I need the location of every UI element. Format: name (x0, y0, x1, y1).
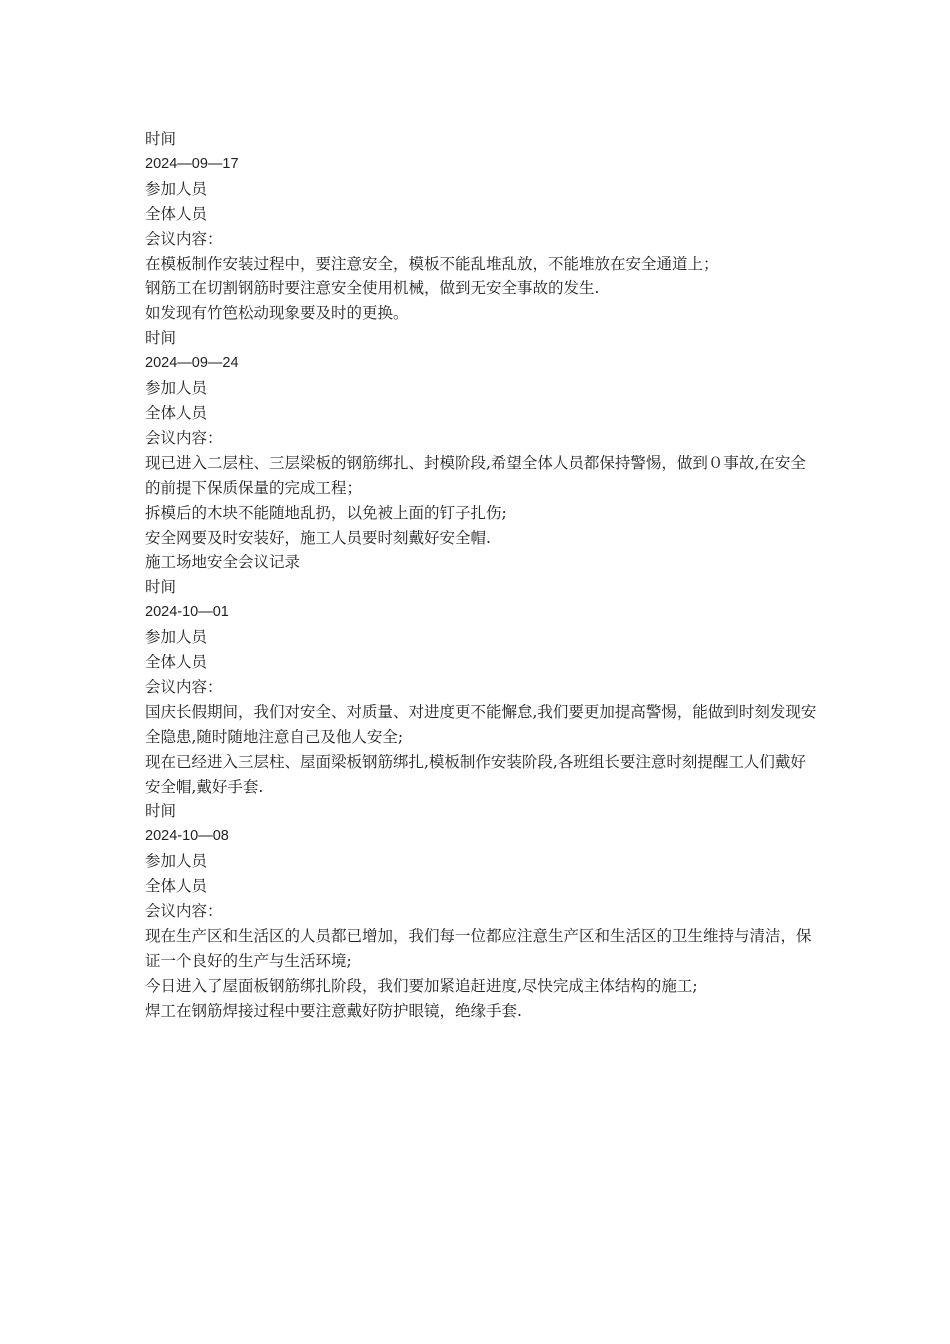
content-item: 安全网要及时安装好，施工人员要时刻戴好安全帽. (145, 528, 491, 547)
content-item: 在模板制作安装过程中，要注意安全，模板不能乱堆乱放，不能堆放在安全通道上； (145, 254, 719, 273)
meeting-record-document (145, 127, 817, 1024)
section-heading: 施工场地安全会议记录 (145, 553, 301, 572)
meeting-entry-3 (145, 550, 817, 799)
content-item: 现在已经进入三层柱、屋面梁板钢筋绑扎,模板制作安装阶段,各班组长要注意时刻提醒工人们戴好安全帽,戴好手套. (145, 752, 806, 796)
meeting-date: 2024—09—17 (145, 155, 239, 172)
attendees-value: 全体人员 (145, 653, 208, 672)
meeting-date: 2024-10—08 (145, 828, 229, 845)
attendees-value: 全体人员 (145, 403, 208, 422)
content-label: 会议内容： (145, 677, 223, 696)
time-label: 时间 (145, 802, 177, 821)
content-item: 钢筋工在切割钢筋时要注意安全使用机械，做到无安全事故的发生. (145, 279, 600, 298)
meeting-date: 2024-10—01 (145, 604, 229, 621)
content-label: 会议内容： (145, 428, 223, 447)
attendees-value: 全体人员 (145, 204, 208, 223)
time-label: 时间 (145, 130, 177, 148)
time-label: 时间 (145, 329, 177, 348)
attendees-value: 全体人员 (145, 877, 208, 896)
time-label: 时间 (145, 578, 177, 597)
content-item: 如发现有竹笆松动现象要及时的更换。 (145, 304, 409, 323)
content-item: 现在生产区和生活区的人员都已增加，我们每一位都应注意生产区和生活区的卫生维持与清洁，保证一个良好的生产与生活环境; (145, 927, 812, 970)
content-item: 现已进入二层柱、三层梁板的钢筋绑扎、封模阶段,希望全体人员都保持警惕，做到０事故,在安全的前提下保质保量的完成工程； (145, 453, 806, 497)
content-label: 会议内容： (145, 229, 223, 248)
attendees-label: 参加人员 (145, 852, 208, 871)
meeting-entry-2 (145, 326, 817, 550)
attendees-label: 参加人员 (145, 179, 208, 198)
content-item: 焊工在钢筋焊接过程中要注意戴好防护眼镜，绝缘手套. (145, 1001, 522, 1020)
attendees-label: 参加人员 (145, 628, 208, 647)
meeting-date: 2024—09—24 (145, 355, 239, 372)
attendees-label: 参加人员 (145, 379, 208, 398)
content-label: 会议内容： (145, 902, 223, 921)
meeting-entry-4 (145, 799, 817, 1023)
content-item: 拆模后的木块不能随地乱扔，以免被上面的钉子扎伤; (145, 503, 507, 522)
content-item: 今日进入了屋面板钢筋绑扎阶段，我们要加紧追赶进度,尽快完成主体结构的施工; (145, 976, 698, 995)
meeting-entry-1 (145, 127, 817, 326)
content-item: 国庆长假期间，我们对安全、对质量、对进度更不能懈怠,我们要更加提高警惕，能做到时刻发现安全隐患,随时随地注意自己及他人安全; (145, 702, 817, 746)
